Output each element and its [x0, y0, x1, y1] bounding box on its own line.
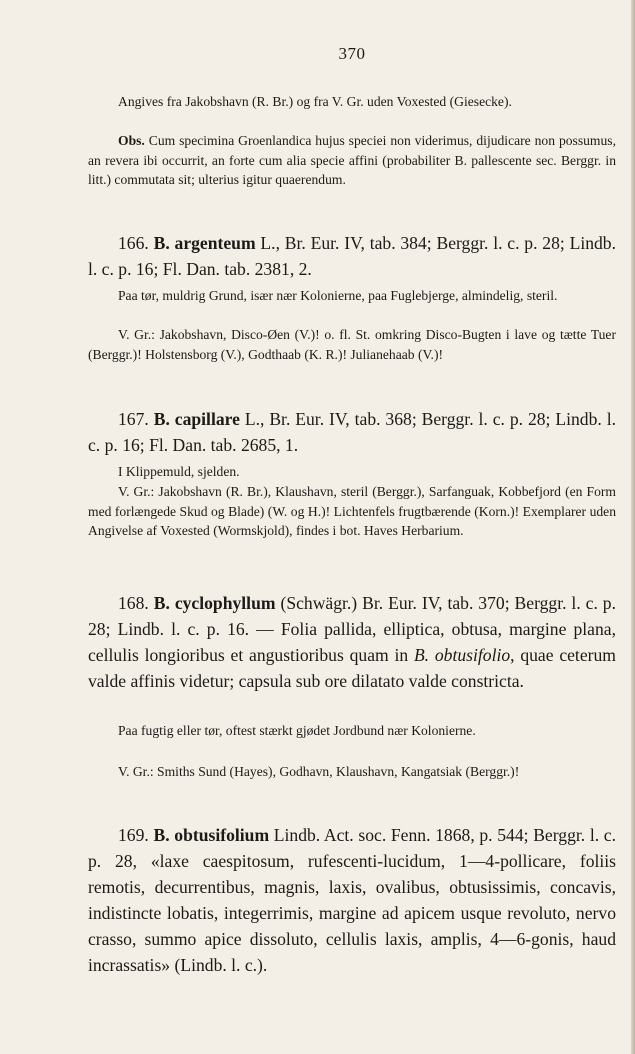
entry-166-number: 166.: [118, 233, 149, 253]
obs-label: Obs.: [118, 133, 145, 148]
entry-168-number: 168.: [118, 593, 149, 613]
entry-166: [88, 230, 616, 282]
entry-168: [88, 590, 616, 694]
obs-paragraph: [88, 131, 616, 190]
entry-167-species: B. capillare: [153, 409, 240, 429]
entry-166-species: B. argenteum: [153, 233, 256, 253]
entry-167-number: 167.: [118, 409, 149, 429]
page-number: 370: [338, 44, 366, 63]
entry-167-localities: V. Gr.: Jakobshavn (R. Br.), Klaushavn, steril (Berggr.), Sarfanguak, Kobbefjord (en Form med forlængede Skud og Blade) (W. og H.)! Lichtenfels frugtbærende (Korn.)! Exemplarer uden Angivelse af Voxested (Wormskjold), findes i bot. Haves Herbarium.: [88, 484, 616, 538]
page-edge: [631, 0, 635, 1054]
entry-168-species: B. cyclophyllum: [153, 593, 276, 613]
entry-169-number: 169.: [118, 825, 149, 845]
entry-167-text: L., Br. Eur. IV, tab. 368; Berggr. l. c. p. 28; Lindb. l. c. p. 16; Fl. Dan. tab. 2685, 1.: [88, 409, 616, 455]
entry-167-habitat: I Klippemuld, sjelden.: [118, 464, 240, 479]
intro-paragraph: Angives fra Jakobshavn (R. Br.) og fra V. Gr. uden Voxested (Giesecke).: [118, 94, 512, 109]
entry-167: [88, 406, 616, 458]
entry-166-text: L., Br. Eur. IV, tab. 384; Berggr. l. c. p. 28; Lindb. l. c. p. 16; Fl. Dan. tab. 2381, 2.: [88, 233, 616, 279]
entry-168-text-1: (Schwägr.) Br. Eur. IV, tab. 370; Berggr. l. c. p. 28; Lindb. l. c. p. 16. — Folia pallida, elliptica, obtusa, margine plana, cellulis longioribus et angustioribus quam in: [88, 593, 617, 665]
entry-169: [88, 822, 616, 978]
entry-169-species: B. obtusifolium: [153, 825, 270, 845]
entry-168-localities: V. Gr.: Smiths Sund (Hayes), Godhavn, Klaushavn, Kangatsiak (Berggr.)!: [118, 764, 520, 779]
entry-166-localities: V. Gr.: Jakobshavn, Disco-Øen (V.)! o. fl. St. omkring Disco-Bugten i lave og tætte Tuer (Berggr.)! Holstensborg (V.), Godthaab (K. R.)! Julianehaab (V.)!: [88, 327, 616, 362]
entry-168-text-2: , quae ceterum valde affinis videtur; capsula sub ore dilatato valde constricta.: [88, 645, 616, 691]
entry-168-habitat: Paa fugtig eller tør, oftest stærkt gjødet Jordbund nær Kolonierne.: [118, 723, 476, 738]
entry-168-italic-species: B. obtusifolio: [413, 645, 511, 665]
entry-169-text: Lindb. Act. soc. Fenn. 1868, p. 544; Berggr. l. c. p. 28, «laxe caespitosum, rufescenti-lucidum, 1—4-pollicare, foliis remotis, decurrentibus, magnis, laxis, ovalibus, obtusissimis, concavis, indistincte lobatis, integerrimis, margine ad apicem usque revoluto, nervo crasso, summo apice dissoluto, cellulis laxis, amplis, 4—6-gonis, haud incrassatis» (Lindb. l. c.).: [88, 825, 616, 975]
obs-text: Cum specimina Groenlandica hujus speciei non viderimus, dijudicare non possumus, an revera ibi occurrit, an forte cum alia specie affini (probabiliter B. pallescente sec. Berggr. in litt.) commutata sit; ulterius igitur quaerendum.: [88, 133, 616, 187]
entry-166-habitat: Paa tør, muldrig Grund, især nær Kolonierne, paa Fuglebjerge, almindelig, steril.: [118, 288, 558, 303]
